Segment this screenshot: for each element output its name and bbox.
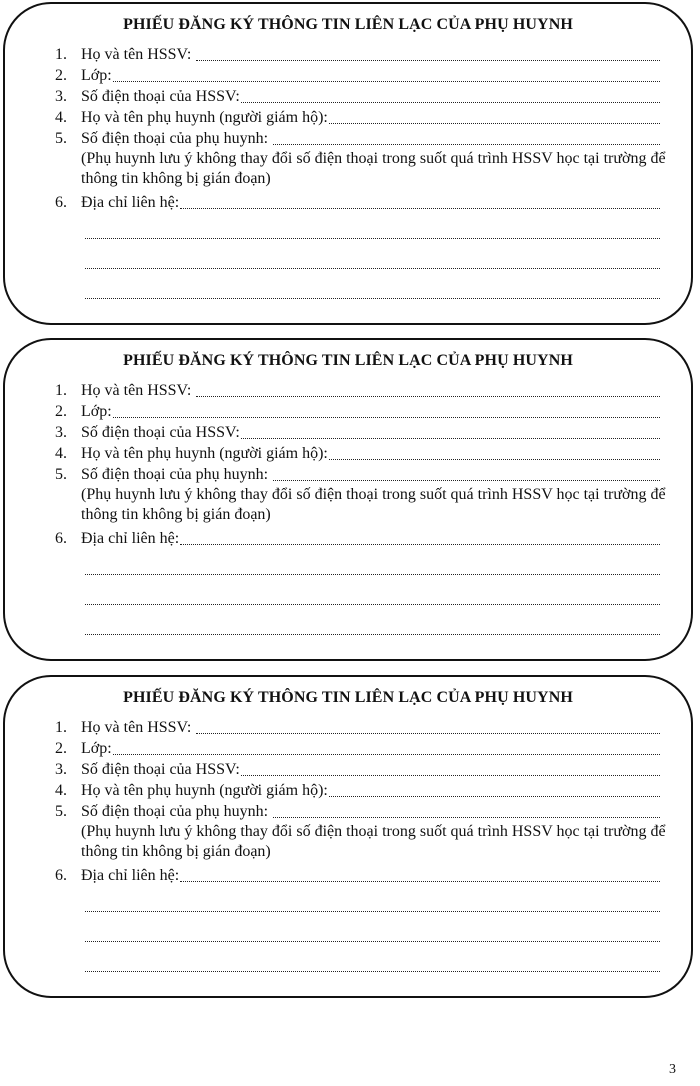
address-fill-line[interactable] (85, 237, 660, 239)
field-label: Lớp: (81, 740, 112, 757)
field-fill-line[interactable] (112, 401, 660, 423)
contact-form-card-3 (3, 675, 693, 998)
form-field-row (55, 128, 660, 150)
field-number: 2. (55, 403, 67, 420)
address-fill-line[interactable] (85, 910, 660, 912)
field-fill-line[interactable] (272, 464, 660, 486)
field-label: Số điện thoại của HSSV: (81, 88, 240, 105)
phone-note: (Phụ huynh lưu ý không thay đổi số điện thoại trong suốt quá trình HSSV học tại trường để thông tin không bị gián đoạn) (81, 823, 666, 860)
form-field-row (55, 865, 660, 887)
field-number: 4. (55, 109, 67, 126)
field-fill-line[interactable] (112, 65, 660, 87)
field-label: Địa chỉ liên hệ: (81, 194, 180, 211)
field-fill-line[interactable] (328, 780, 660, 802)
form-field-row (55, 801, 660, 823)
form-field-row (55, 65, 660, 87)
contact-form-card-1 (3, 2, 693, 325)
field-label: Họ và tên phụ huynh (người giám hộ): (81, 782, 328, 799)
form-field-row (55, 759, 660, 781)
field-fill-line[interactable] (240, 759, 660, 781)
field-fill-line[interactable] (179, 192, 660, 214)
field-fill-line[interactable] (195, 44, 660, 66)
phone-note: (Phụ huynh lưu ý không thay đổi số điện thoại trong suốt quá trình HSSV học tại trường để thông tin không bị gián đoạn) (81, 486, 666, 523)
form-field-row (55, 44, 660, 66)
field-number: 6. (55, 194, 67, 211)
field-number: 4. (55, 782, 67, 799)
field-label: Số điện thoại của HSSV: (81, 424, 240, 441)
form-title: PHIẾU ĐĂNG KÝ THÔNG TIN LIÊN LẠC CỦA PHỤ HUYNH (123, 16, 573, 33)
field-label: Số điện thoại của phụ huynh: (81, 130, 273, 147)
form-title: PHIẾU ĐĂNG KÝ THÔNG TIN LIÊN LẠC CỦA PHỤ HUYNH (123, 689, 573, 706)
field-number: 3. (55, 88, 67, 105)
field-number: 1. (55, 46, 67, 63)
form-field-row (55, 780, 660, 802)
field-fill-line[interactable] (272, 801, 660, 823)
form-field-row (55, 422, 660, 444)
field-fill-line[interactable] (195, 717, 660, 739)
field-number: 2. (55, 67, 67, 84)
contact-form-card-2 (3, 338, 693, 661)
field-number: 2. (55, 740, 67, 757)
field-label: Số điện thoại của phụ huynh: (81, 466, 273, 483)
field-number: 6. (55, 867, 67, 884)
field-label: Số điện thoại của phụ huynh: (81, 803, 273, 820)
form-field-row (55, 86, 660, 108)
field-number: 3. (55, 761, 67, 778)
field-number: 4. (55, 445, 67, 462)
form-field-row (55, 717, 660, 739)
page-number: 3 (669, 1062, 676, 1077)
field-number: 6. (55, 530, 67, 547)
field-label: Địa chỉ liên hệ: (81, 530, 180, 547)
field-fill-line[interactable] (328, 107, 660, 129)
phone-note: (Phụ huynh lưu ý không thay đổi số điện thoại trong suốt quá trình HSSV học tại trường để thông tin không bị gián đoạn) (81, 150, 666, 187)
address-fill-line[interactable] (85, 297, 660, 299)
field-fill-line[interactable] (195, 380, 660, 402)
field-label: Họ và tên HSSV: (81, 46, 196, 63)
address-fill-line[interactable] (85, 573, 660, 575)
form-field-row (55, 738, 660, 760)
form-field-row (55, 443, 660, 465)
form-title: PHIẾU ĐĂNG KÝ THÔNG TIN LIÊN LẠC CỦA PHỤ HUYNH (123, 352, 573, 369)
address-fill-line[interactable] (85, 267, 660, 269)
field-number: 5. (55, 803, 67, 820)
field-number: 5. (55, 130, 67, 147)
form-field-row (55, 401, 660, 423)
field-label: Họ và tên phụ huynh (người giám hộ): (81, 445, 328, 462)
field-label: Họ và tên HSSV: (81, 719, 196, 736)
field-fill-line[interactable] (112, 738, 660, 760)
field-label: Họ và tên HSSV: (81, 382, 196, 399)
field-fill-line[interactable] (272, 128, 660, 150)
field-label: Lớp: (81, 403, 112, 420)
field-label: Địa chỉ liên hệ: (81, 867, 180, 884)
field-label: Họ và tên phụ huynh (người giám hộ): (81, 109, 328, 126)
field-number: 1. (55, 382, 67, 399)
address-fill-line[interactable] (85, 603, 660, 605)
form-field-row (55, 192, 660, 214)
field-fill-line[interactable] (328, 443, 660, 465)
form-field-row (55, 528, 660, 550)
field-fill-line[interactable] (179, 865, 660, 887)
field-label: Số điện thoại của HSSV: (81, 761, 240, 778)
field-fill-line[interactable] (240, 86, 660, 108)
address-fill-line[interactable] (85, 940, 660, 942)
field-number: 1. (55, 719, 67, 736)
address-fill-line[interactable] (85, 970, 660, 972)
field-number: 5. (55, 466, 67, 483)
form-field-row (55, 380, 660, 402)
field-number: 3. (55, 424, 67, 441)
address-fill-line[interactable] (85, 633, 660, 635)
field-label: Lớp: (81, 67, 112, 84)
field-fill-line[interactable] (240, 422, 660, 444)
form-field-row (55, 464, 660, 486)
field-fill-line[interactable] (179, 528, 660, 550)
form-field-row (55, 107, 660, 129)
